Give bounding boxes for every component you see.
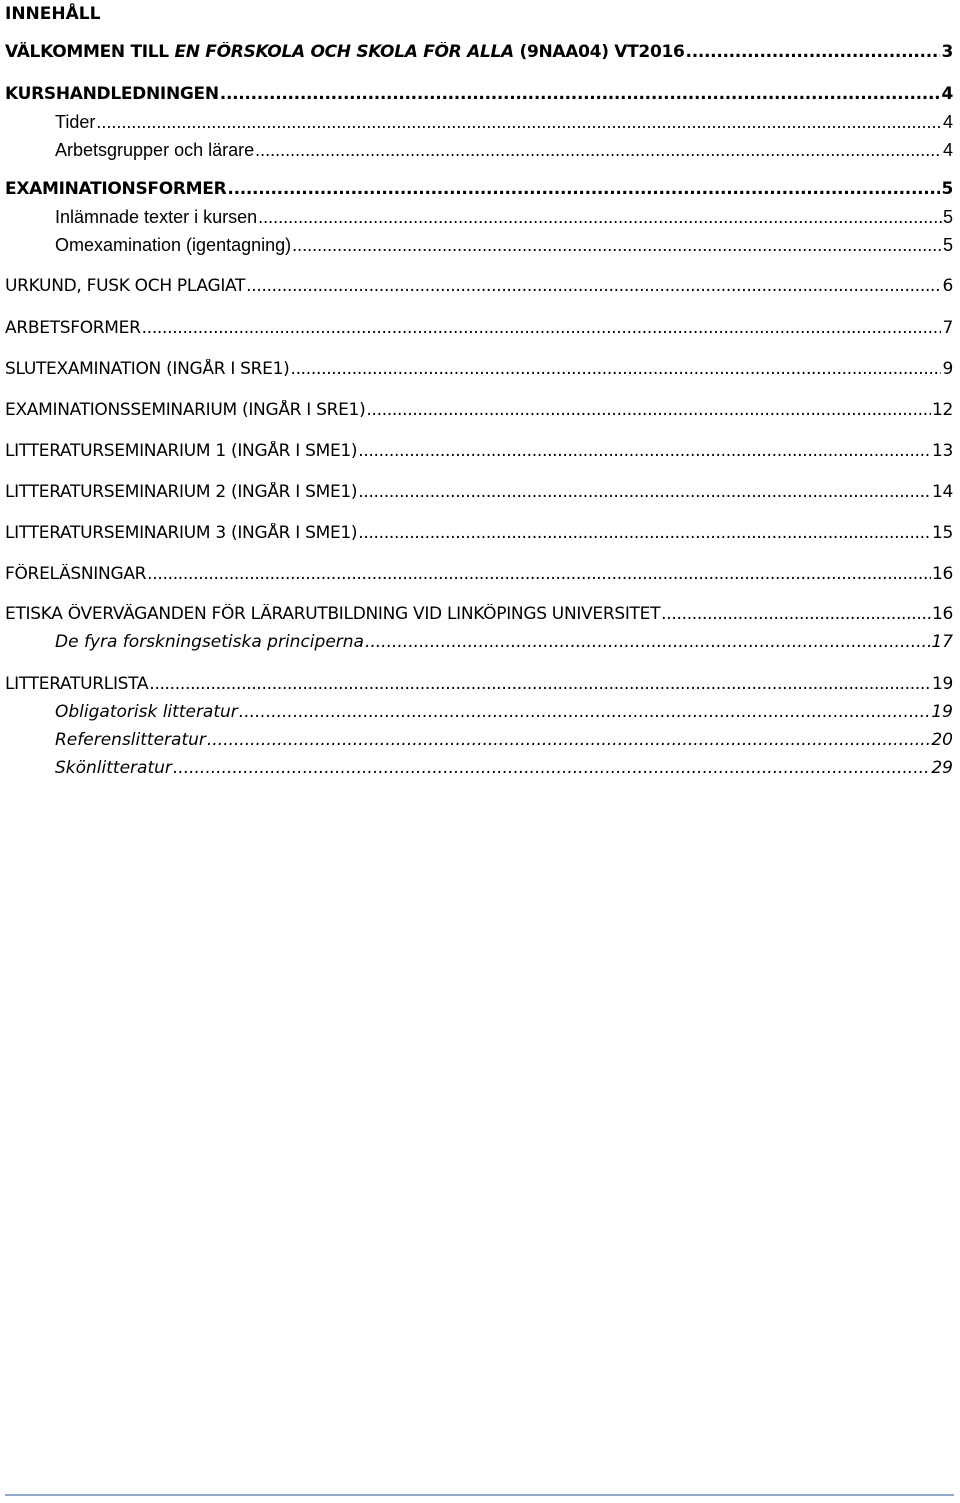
toc-page-number: 12 bbox=[931, 400, 953, 420]
toc-entry-title: De fyra forskningsetiska principerna bbox=[55, 632, 364, 652]
toc-entry-title: Arbetsgrupper och lärare bbox=[55, 140, 255, 160]
toc-page-number: 16 bbox=[931, 604, 953, 624]
toc-entry-title: LITTERATURSEMINARIUM 2 (INGÅR I SME1) bbox=[5, 482, 358, 502]
toc-page-number: 5 bbox=[941, 179, 953, 199]
dot-leader bbox=[239, 702, 931, 722]
toc-entry-title: VÄLKOMMEN TILL EN FÖRSKOLA OCH SKOLA FÖR ALLA (9NAA04) VT2016 bbox=[5, 42, 685, 62]
toc-entry-title: Obligatorisk litteratur bbox=[55, 702, 238, 722]
footer-rule bbox=[5, 1494, 954, 1496]
dot-leader bbox=[358, 482, 931, 502]
toc-entry-title: Skönlitteratur bbox=[55, 758, 172, 778]
toc-entry-slutexamination[interactable] bbox=[5, 359, 953, 383]
toc-entry-litteraturseminarium-1[interactable] bbox=[5, 441, 953, 465]
toc-entry-title: SLUTEXAMINATION (INGÅR I SRE1) bbox=[5, 359, 290, 379]
toc-page-number: 7 bbox=[942, 318, 953, 338]
dot-leader bbox=[358, 523, 931, 543]
toc-page-number: 16 bbox=[931, 564, 953, 584]
toc-entry-title: LITTERATURLISTA bbox=[5, 674, 149, 694]
toc-page-number: 4 bbox=[942, 112, 953, 132]
toc-page-number: 4 bbox=[942, 140, 953, 160]
toc-page-number: 20 bbox=[931, 730, 953, 750]
dot-leader bbox=[258, 207, 942, 228]
dot-leader bbox=[686, 42, 941, 62]
toc-entry-urkund[interactable] bbox=[5, 276, 953, 300]
toc-entry-kurshandledningen[interactable] bbox=[5, 84, 953, 108]
toc-entry-title: EXAMINATIONSFORMER bbox=[5, 179, 227, 199]
toc-page-number: 17 bbox=[931, 632, 953, 652]
dot-leader bbox=[661, 604, 931, 624]
toc-page-number: 14 bbox=[931, 482, 953, 502]
toc-entry-arbetsgrupper[interactable] bbox=[55, 140, 953, 164]
toc-entry-title: Tider bbox=[55, 112, 96, 132]
dot-leader bbox=[147, 564, 931, 584]
toc-page-number: 29 bbox=[931, 758, 953, 778]
toc-entry-title: ARBETSFORMER bbox=[5, 318, 141, 338]
toc-entry-forelasningar[interactable] bbox=[5, 564, 953, 588]
toc-entry-title: LITTERATURSEMINARIUM 3 (INGÅR I SME1) bbox=[5, 523, 358, 543]
dot-leader bbox=[149, 674, 931, 694]
dot-leader bbox=[207, 730, 930, 750]
dot-leader bbox=[246, 276, 941, 296]
toc-heading: INNEHÅLL bbox=[5, 4, 101, 24]
toc-page-number: 5 bbox=[942, 235, 953, 255]
dot-leader bbox=[227, 179, 940, 199]
dot-leader bbox=[142, 318, 942, 338]
toc-page-number: 19 bbox=[931, 674, 953, 694]
toc-page-number: 13 bbox=[931, 441, 953, 461]
toc-entry-arbetsformer[interactable] bbox=[5, 318, 953, 342]
toc-entry-forskningsetiska-principer[interactable] bbox=[55, 632, 953, 656]
dot-leader bbox=[173, 758, 930, 778]
toc-entry-title: Omexamination (igentagning) bbox=[55, 235, 292, 255]
toc-entry-inlamnade-texter[interactable] bbox=[55, 207, 953, 231]
toc-entry-litteraturlista[interactable] bbox=[5, 674, 953, 698]
dot-leader bbox=[220, 84, 941, 104]
dot-leader bbox=[358, 441, 931, 461]
toc-entry-title: FÖRELÄSNINGAR bbox=[5, 564, 147, 584]
toc-entry-referenslitteratur[interactable] bbox=[55, 730, 953, 754]
toc-entry-valkommen[interactable] bbox=[5, 42, 953, 66]
dot-leader bbox=[255, 140, 942, 161]
toc-entry-title: LITTERATURSEMINARIUM 1 (INGÅR I SME1) bbox=[5, 441, 358, 461]
toc-page-number: 4 bbox=[941, 84, 953, 104]
dot-leader bbox=[365, 632, 930, 652]
toc-page-number: 9 bbox=[942, 359, 953, 379]
dot-leader bbox=[366, 400, 931, 420]
toc-entry-tider[interactable] bbox=[55, 112, 953, 136]
toc-entry-title: URKUND, FUSK OCH PLAGIAT bbox=[5, 276, 246, 296]
toc-page-number: 19 bbox=[931, 702, 953, 722]
toc-entry-etiska-overvaganden[interactable] bbox=[5, 604, 953, 628]
toc-entry-title: EXAMINATIONSSEMINARIUM (INGÅR I SRE1) bbox=[5, 400, 366, 420]
toc-entry-title: KURSHANDLEDNINGEN bbox=[5, 84, 219, 104]
dot-leader bbox=[96, 112, 942, 133]
toc-page-number: 5 bbox=[942, 207, 953, 227]
toc-entry-examinationsformer[interactable] bbox=[5, 179, 953, 203]
dot-leader bbox=[290, 359, 941, 379]
toc-entry-title: ETISKA ÖVERVÄGANDEN FÖR LÄRARUTBILDNING VID LINKÖPINGS UNIVERSITET bbox=[5, 604, 661, 624]
toc-entry-litteraturseminarium-2[interactable] bbox=[5, 482, 953, 506]
dot-leader bbox=[292, 235, 942, 256]
toc-entry-skonlitteratur[interactable] bbox=[55, 758, 953, 782]
toc-entry-obligatorisk-litteratur[interactable] bbox=[55, 702, 953, 726]
toc-page-number: 15 bbox=[931, 523, 953, 543]
toc-entry-title: Inlämnade texter i kursen bbox=[55, 207, 258, 227]
toc-page-number: 6 bbox=[942, 276, 953, 296]
toc-entry-litteraturseminarium-3[interactable] bbox=[5, 523, 953, 547]
toc-entry-title: Referenslitteratur bbox=[55, 730, 206, 750]
toc-page-number: 3 bbox=[941, 42, 953, 62]
toc-entry-examinationsseminarium[interactable] bbox=[5, 400, 953, 424]
toc-entry-omexamination[interactable] bbox=[55, 235, 953, 259]
